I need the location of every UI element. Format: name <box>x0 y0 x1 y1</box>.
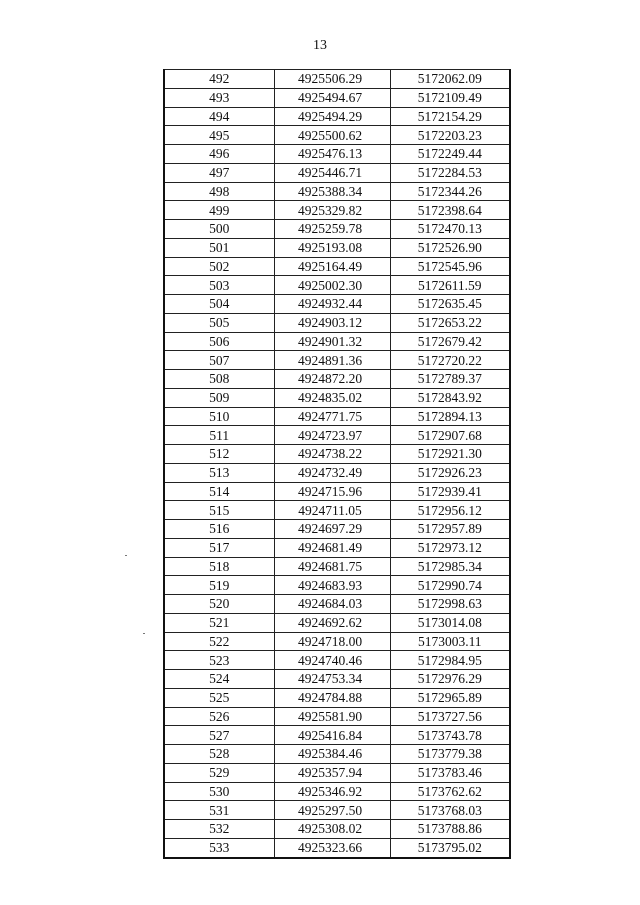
x-coordinate-cell: 4924835.02 <box>274 388 390 407</box>
point-number-cell: 495 <box>164 126 274 145</box>
table-row <box>164 651 510 670</box>
x-coordinate-cell: 4924738.22 <box>274 445 390 464</box>
x-coordinate-cell: 4924891.36 <box>274 351 390 370</box>
scan-speck <box>143 633 145 634</box>
point-number-cell: 511 <box>164 426 274 445</box>
y-coordinate-cell: 5172154.29 <box>390 107 510 126</box>
x-coordinate-cell: 4925416.84 <box>274 726 390 745</box>
table-row <box>164 482 510 501</box>
x-coordinate-cell: 4924740.46 <box>274 651 390 670</box>
point-number-cell: 502 <box>164 257 274 276</box>
page-number: 13 <box>313 38 327 53</box>
y-coordinate-cell: 5172470.13 <box>390 220 510 239</box>
y-coordinate-cell: 5172679.42 <box>390 332 510 351</box>
y-coordinate-cell: 5172653.22 <box>390 313 510 332</box>
table-row <box>164 182 510 201</box>
scan-speck <box>125 555 127 556</box>
table-row <box>164 295 510 314</box>
y-coordinate-cell: 5173783.46 <box>390 763 510 782</box>
point-number-cell: 507 <box>164 351 274 370</box>
point-number-cell: 528 <box>164 745 274 764</box>
y-coordinate-cell: 5173779.38 <box>390 745 510 764</box>
y-coordinate-cell: 5172109.49 <box>390 88 510 107</box>
table-row <box>164 632 510 651</box>
y-coordinate-cell: 5173762.62 <box>390 782 510 801</box>
table-row <box>164 388 510 407</box>
table-row <box>164 220 510 239</box>
table-row <box>164 276 510 295</box>
y-coordinate-cell: 5172545.96 <box>390 257 510 276</box>
x-coordinate-cell: 4925357.94 <box>274 763 390 782</box>
table-row <box>164 613 510 632</box>
x-coordinate-cell: 4925384.46 <box>274 745 390 764</box>
y-coordinate-cell: 5172203.23 <box>390 126 510 145</box>
point-number-cell: 498 <box>164 182 274 201</box>
point-number-cell: 522 <box>164 632 274 651</box>
table-row <box>164 463 510 482</box>
y-coordinate-cell: 5172249.44 <box>390 145 510 164</box>
table-row <box>164 126 510 145</box>
table-row <box>164 201 510 220</box>
x-coordinate-cell: 4924872.20 <box>274 370 390 389</box>
x-coordinate-cell: 4925446.71 <box>274 163 390 182</box>
x-coordinate-cell: 4925388.34 <box>274 182 390 201</box>
x-coordinate-cell: 4924732.49 <box>274 463 390 482</box>
table-row <box>164 332 510 351</box>
table-row <box>164 707 510 726</box>
y-coordinate-cell: 5172894.13 <box>390 407 510 426</box>
point-number-cell: 533 <box>164 838 274 857</box>
y-coordinate-cell: 5172611.59 <box>390 276 510 295</box>
table-row <box>164 145 510 164</box>
y-coordinate-cell: 5172284.53 <box>390 163 510 182</box>
x-coordinate-cell: 4925476.13 <box>274 145 390 164</box>
y-coordinate-cell: 5172526.90 <box>390 238 510 257</box>
x-coordinate-cell: 4924723.97 <box>274 426 390 445</box>
x-coordinate-cell: 4924681.75 <box>274 557 390 576</box>
point-number-cell: 505 <box>164 313 274 332</box>
table-row <box>164 163 510 182</box>
x-coordinate-cell: 4925193.08 <box>274 238 390 257</box>
table-row <box>164 576 510 595</box>
point-number-cell: 514 <box>164 482 274 501</box>
point-number-cell: 506 <box>164 332 274 351</box>
point-number-cell: 519 <box>164 576 274 595</box>
table-row <box>164 745 510 764</box>
x-coordinate-cell: 4925329.82 <box>274 201 390 220</box>
x-coordinate-cell: 4924901.32 <box>274 332 390 351</box>
x-coordinate-cell: 4924697.29 <box>274 520 390 539</box>
y-coordinate-cell: 5172926.23 <box>390 463 510 482</box>
table-row <box>164 88 510 107</box>
table-row <box>164 407 510 426</box>
table-row <box>164 726 510 745</box>
y-coordinate-cell: 5173743.78 <box>390 726 510 745</box>
y-coordinate-cell: 5173795.02 <box>390 838 510 857</box>
point-number-cell: 497 <box>164 163 274 182</box>
point-number-cell: 530 <box>164 782 274 801</box>
x-coordinate-cell: 4924683.93 <box>274 576 390 595</box>
table-row <box>164 313 510 332</box>
y-coordinate-cell: 5172720.22 <box>390 351 510 370</box>
x-coordinate-cell: 4925297.50 <box>274 801 390 820</box>
table-row <box>164 538 510 557</box>
point-number-cell: 524 <box>164 670 274 689</box>
x-coordinate-cell: 4924784.88 <box>274 688 390 707</box>
table-row <box>164 70 510 89</box>
point-number-cell: 496 <box>164 145 274 164</box>
y-coordinate-cell: 5173014.08 <box>390 613 510 632</box>
table-row <box>164 107 510 126</box>
point-number-cell: 527 <box>164 726 274 745</box>
point-number-cell: 493 <box>164 88 274 107</box>
x-coordinate-cell: 4925346.92 <box>274 782 390 801</box>
y-coordinate-cell: 5173768.03 <box>390 801 510 820</box>
y-coordinate-cell: 5172907.68 <box>390 426 510 445</box>
table-row <box>164 445 510 464</box>
x-coordinate-cell: 4924715.96 <box>274 482 390 501</box>
y-coordinate-cell: 5172984.95 <box>390 651 510 670</box>
table-row <box>164 238 510 257</box>
point-number-cell: 513 <box>164 463 274 482</box>
y-coordinate-cell: 5172921.30 <box>390 445 510 464</box>
table-row <box>164 782 510 801</box>
table-row <box>164 838 510 857</box>
x-coordinate-cell: 4925506.29 <box>274 70 390 89</box>
x-coordinate-cell: 4925259.78 <box>274 220 390 239</box>
y-coordinate-cell: 5172843.92 <box>390 388 510 407</box>
point-number-cell: 504 <box>164 295 274 314</box>
table-row <box>164 557 510 576</box>
table-row <box>164 820 510 839</box>
point-number-cell: 531 <box>164 801 274 820</box>
point-number-cell: 526 <box>164 707 274 726</box>
point-number-cell: 516 <box>164 520 274 539</box>
x-coordinate-cell: 4925002.30 <box>274 276 390 295</box>
point-number-cell: 532 <box>164 820 274 839</box>
point-number-cell: 515 <box>164 501 274 520</box>
point-number-cell: 492 <box>164 70 274 89</box>
x-coordinate-cell: 4924692.62 <box>274 613 390 632</box>
x-coordinate-cell: 4924681.49 <box>274 538 390 557</box>
x-coordinate-cell: 4925581.90 <box>274 707 390 726</box>
point-number-cell: 512 <box>164 445 274 464</box>
point-number-cell: 501 <box>164 238 274 257</box>
table-row <box>164 501 510 520</box>
x-coordinate-cell: 4925494.67 <box>274 88 390 107</box>
coordinates-table-body <box>164 70 510 858</box>
x-coordinate-cell: 4924903.12 <box>274 313 390 332</box>
point-number-cell: 517 <box>164 538 274 557</box>
point-number-cell: 508 <box>164 370 274 389</box>
y-coordinate-cell: 5172062.09 <box>390 70 510 89</box>
y-coordinate-cell: 5172998.63 <box>390 595 510 614</box>
table-row <box>164 520 510 539</box>
table-row <box>164 351 510 370</box>
y-coordinate-cell: 5173003.11 <box>390 632 510 651</box>
point-number-cell: 523 <box>164 651 274 670</box>
table-row <box>164 801 510 820</box>
coordinates-table <box>163 69 511 859</box>
table-row <box>164 763 510 782</box>
x-coordinate-cell: 4924771.75 <box>274 407 390 426</box>
table-row <box>164 370 510 389</box>
table-row <box>164 426 510 445</box>
point-number-cell: 521 <box>164 613 274 632</box>
point-number-cell: 494 <box>164 107 274 126</box>
x-coordinate-cell: 4925494.29 <box>274 107 390 126</box>
x-coordinate-cell: 4925308.02 <box>274 820 390 839</box>
y-coordinate-cell: 5172957.89 <box>390 520 510 539</box>
x-coordinate-cell: 4924711.05 <box>274 501 390 520</box>
y-coordinate-cell: 5172789.37 <box>390 370 510 389</box>
point-number-cell: 503 <box>164 276 274 295</box>
y-coordinate-cell: 5173727.56 <box>390 707 510 726</box>
y-coordinate-cell: 5172990.74 <box>390 576 510 595</box>
point-number-cell: 509 <box>164 388 274 407</box>
x-coordinate-cell: 4925323.66 <box>274 838 390 857</box>
x-coordinate-cell: 4925164.49 <box>274 257 390 276</box>
point-number-cell: 499 <box>164 201 274 220</box>
y-coordinate-cell: 5172985.34 <box>390 557 510 576</box>
y-coordinate-cell: 5172956.12 <box>390 501 510 520</box>
table-row <box>164 670 510 689</box>
point-number-cell: 520 <box>164 595 274 614</box>
y-coordinate-cell: 5172398.64 <box>390 201 510 220</box>
y-coordinate-cell: 5173788.86 <box>390 820 510 839</box>
table-row <box>164 595 510 614</box>
y-coordinate-cell: 5172976.29 <box>390 670 510 689</box>
point-number-cell: 518 <box>164 557 274 576</box>
x-coordinate-cell: 4925500.62 <box>274 126 390 145</box>
point-number-cell: 510 <box>164 407 274 426</box>
point-number-cell: 525 <box>164 688 274 707</box>
x-coordinate-cell: 4924684.03 <box>274 595 390 614</box>
y-coordinate-cell: 5172973.12 <box>390 538 510 557</box>
point-number-cell: 529 <box>164 763 274 782</box>
x-coordinate-cell: 4924718.00 <box>274 632 390 651</box>
point-number-cell: 500 <box>164 220 274 239</box>
y-coordinate-cell: 5172965.89 <box>390 688 510 707</box>
y-coordinate-cell: 5172344.26 <box>390 182 510 201</box>
table-row <box>164 257 510 276</box>
y-coordinate-cell: 5172635.45 <box>390 295 510 314</box>
x-coordinate-cell: 4924753.34 <box>274 670 390 689</box>
table-row <box>164 688 510 707</box>
x-coordinate-cell: 4924932.44 <box>274 295 390 314</box>
y-coordinate-cell: 5172939.41 <box>390 482 510 501</box>
